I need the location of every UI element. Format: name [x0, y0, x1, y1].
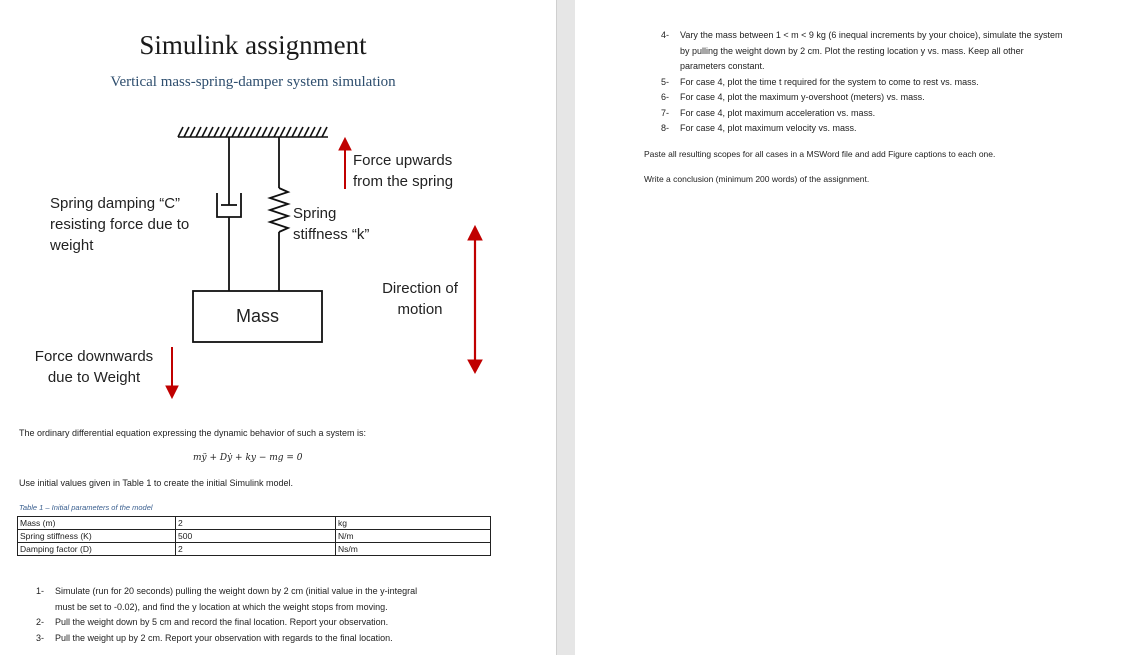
ode-equation: mÿ + Dẏ + ky − mg = 0: [193, 453, 303, 463]
table-caption: Table 1 – Initial parameters of the model: [19, 503, 153, 512]
force-down-label: Force downwards due to Weight: [34, 348, 154, 386]
ode-intro-text: The ordinary differential equation expressing the dynamic behavior of such a system is:: [19, 428, 367, 438]
table-row: [18, 530, 491, 543]
page-title: Simulink assignment: [139, 30, 367, 60]
table-cell-value: 2: [176, 543, 336, 556]
mass-label: Mass: [235, 306, 279, 326]
spring-label: Spring stiffness “k”: [293, 205, 370, 243]
document-page-right: [575, 0, 1130, 655]
list-item: 2- Pull the weight down by 5 cm and record the final location. Report your observation.: [36, 617, 389, 627]
steps-list-left: [36, 584, 486, 646]
list-item: 7- For case 4, plot maximum acceleration vs. mass.: [661, 107, 876, 118]
conclusion-instruction-text: Write a conclusion (minimum 200 words) of the assignment.: [644, 174, 870, 184]
table-row: [18, 543, 491, 556]
paste-instruction-text: Paste all resulting scopes for all cases in a MSWord file and add Figure captions to each one.: [644, 149, 996, 159]
damper-symbol: [217, 137, 241, 291]
initial-values-text: Use initial values given in Table 1 to create the initial Simulink model.: [19, 478, 293, 488]
list-item: 3- Pull the weight up by 2 cm. Report your observation with regards to the final location.: [36, 632, 393, 643]
table-cell-param: Mass (m): [18, 517, 176, 530]
table-cell-value: 500: [176, 530, 336, 543]
list-item: 6- For case 4, plot the maximum y-overshoot (meters) vs. mass.: [661, 92, 925, 102]
table-cell-unit: N/m: [336, 530, 491, 543]
list-item: 8- For case 4, plot maximum velocity vs. mass.: [661, 123, 857, 133]
steps-list-right: [661, 28, 1111, 137]
spring-symbol: [270, 137, 288, 291]
document-page-left: [0, 0, 556, 655]
mass-spring-damper-diagram: [0, 0, 556, 420]
table-cell-param: Damping factor (D): [18, 543, 176, 556]
direction-of-motion-arrow: [468, 226, 482, 373]
list-item: 5- For case 4, plot the time t required for the system to come to rest vs. mass.: [661, 76, 979, 87]
ceiling-hatch: [178, 127, 327, 137]
force-up-arrow: [339, 138, 351, 189]
table-row: [18, 517, 491, 530]
force-up-label: Force upwards from the spring: [353, 152, 454, 190]
parameters-table: [17, 516, 491, 556]
page-subtitle: Vertical mass-spring-damper system simulation: [110, 74, 396, 90]
table-cell-unit: kg: [336, 517, 491, 530]
list-item: 1- Simulate (run for 20 seconds) pulling the weight down by 2 cm (initial value in the y-integral must be set to -0.02), and find the y location at which the weight stops from moving.: [36, 586, 418, 612]
table-cell-value: 2: [176, 517, 336, 530]
table-cell-param: Spring stiffness (K): [18, 530, 176, 543]
list-item: 4- Vary the mass between 1 < m < 9 kg (6 inequal increments by your choice), simulate the system by pulling the weight down by 2 cm. Plot the resting location y vs. mass. Keep all other parameters constant.: [661, 30, 1063, 71]
direction-label: Direction of motion: [382, 280, 458, 318]
damping-label: Spring damping “C” resisting force due to weight: [50, 195, 190, 254]
table-cell-unit: Ns/m: [336, 543, 491, 556]
page-gutter: [556, 0, 576, 655]
force-down-arrow: [166, 347, 178, 398]
